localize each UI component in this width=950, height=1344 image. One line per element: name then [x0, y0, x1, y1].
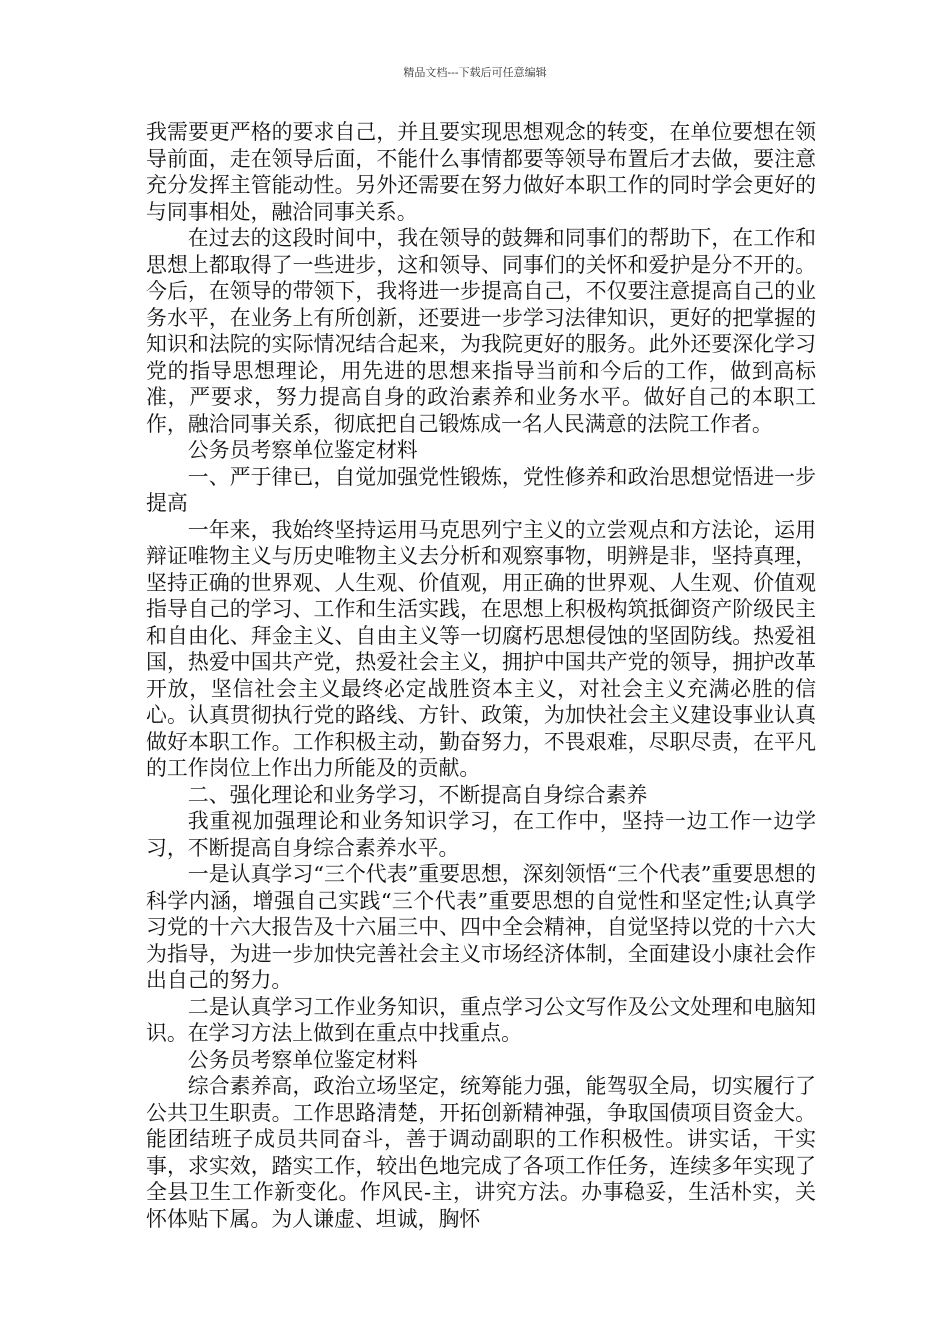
section-title: 公务员考察单位鉴定材料 [187, 438, 418, 462]
section-heading: 一、严于律已，自觉加强党性锻炼，党性修养和政治思想觉悟进一步提高 [146, 464, 816, 515]
page-header: 精品文档---下载后可任意编辑 [403, 66, 547, 79]
section-heading: 二、强化理论和业务学习，不断提高自身综合素养 [187, 782, 648, 807]
paragraph: 我重视加强理论和业务知识学习，在工作中，坚持一边工作一边学习，不断提高自身综合素养水平。 [146, 809, 816, 860]
paragraph: 我需要更严格的要求自己，并且要实现思想观念的转变，在单位要想在领导前面，走在领导后面，不能什么事情都要等领导布置后才去做，要注意充分发挥主管能动性。另外还需要在努力做好本职工作的同时学会更好的与同事相处，融洽同事关系。 [146, 120, 816, 224]
paragraph: 综合素养高，政治立场坚定，统筹能力强，能驾驭全局，切实履行了公共卫生职责。工作思路清楚，开拓创新精神强，争取国债项目资金大。能团结班子成员共同奋斗，善于调动副职的工作积极性。讲实话，干实事，求实效，踏实工作，较出色地完成了各项工作任务，连续多年实现了全县卫生工作新变化。作风民-主，讲究方法。办事稳妥，生活朴实，关怀体贴下属。为人谦虚、坦诚，胸怀 [146, 1074, 816, 1231]
paragraph: 二是认真学习工作业务知识，重点学习公文写作及公文处理和电脑知识。在学习方法上做到在重点中找重点。 [146, 994, 816, 1045]
paragraph: 在过去的这段时间中，我在领导的鼓舞和同事们的帮助下，在工作和思想上都取得了一些进步，这和领导、同事们的关怀和爱护是分不开的。今后，在领导的带领下，我将进一步提高自己，不仅要注意提高自己的业务水平，在业务上有所创新，还要进一步学习法律知识，更好的把掌握的知识和法院的实际情况结合起来，为我院更好的服务。此外还要深化学习党的指导思想理论，用先进的思想来指导当前和今后的工作，做到高标准，严要求，努力提高自身的政治素养和业务水平。做好自己的本职工作，融洽同事关系，彻底把自己锻炼成一名人民满意的法院工作者。 [146, 226, 816, 436]
paragraph: 一年来，我始终坚持运用马克思列宁主义的立尝观点和方法论，运用辩证唯物主义与历史唯物主义去分析和观察事物，明辨是非，坚持真理，坚持正确的世界观、人生观、价值观，用正确的世界观、人生观、价值观指导自己的学习、工作和生活实践，在思想上积极构筑抵御资产阶级民主和自由化、拜金主义、自由主义等一切腐朽思想侵蚀的坚固防线。热爱祖国，热爱中国共产党，热爱社会主义，拥护中国共产党的领导，拥护改革开放，坚信社会主义最终必定战胜资本主义，对社会主义充满必胜的信心。认真贯彻执行党的路线、方针、政策，为加快社会主义建设事业认真做好本职工作。工作积极主动，勤奋努力，不畏艰难，尽职尽责，在平凡的工作岗位上作出力所能及的贡献。 [146, 517, 816, 780]
document-body [146, 119, 816, 1232]
paragraph: 一是认真学习“三个代表”重要思想，深刻领悟“三个代表”重要思想的科学内涵，增强自己实践“三个代表”重要思想的自觉性和坚定性;认真学习党的十六大报告及十六届三中、四中全会精神，自觉坚持以党的十六大为指导，为进一步加快完善社会主义市场经济体制，全面建设小康社会作出自己的努力。 [146, 862, 816, 992]
section-title: 公务员考察单位鉴定材料 [187, 1047, 418, 1072]
